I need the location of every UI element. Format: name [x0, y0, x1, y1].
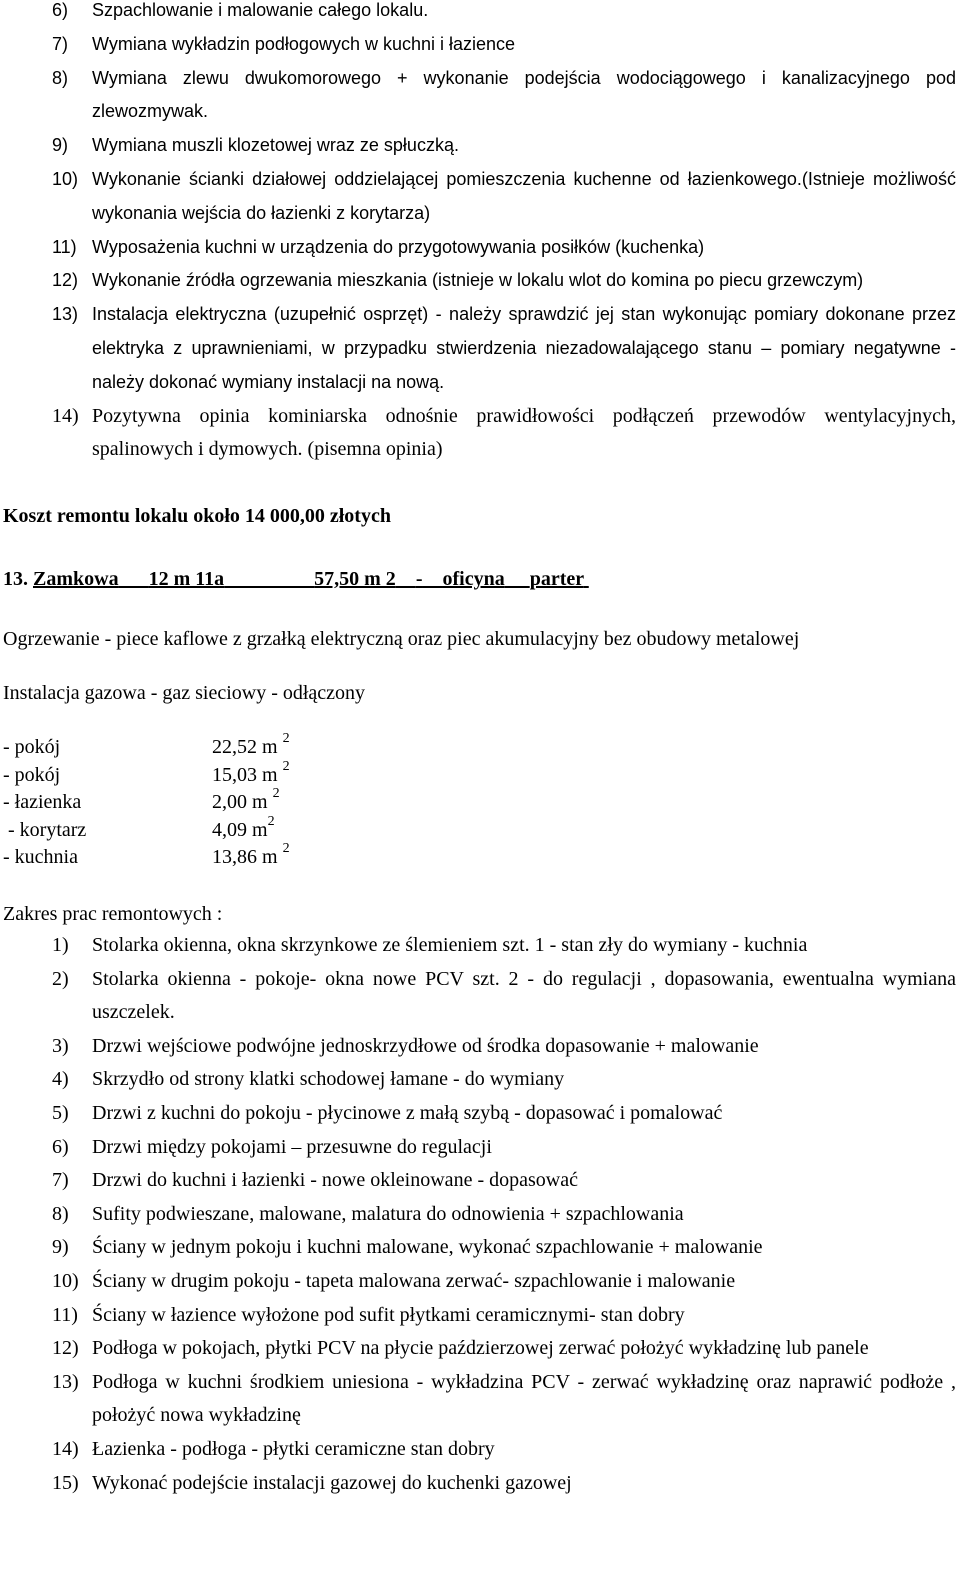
list-item: [0, 163, 960, 231]
item-text: [92, 163, 956, 231]
item-text: Podłoga w pokojach, płytki PCV na płycie paździerzowej zerwać położyć wykładzinę lub panele: [92, 1337, 869, 1360]
room-name: - kuchnia: [3, 846, 78, 868]
item-text-main: Wykonanie ścianki działowej oddzielającej pomieszczenia kuchenne od łazienkowego.: [92, 168, 802, 189]
list-item: [0, 231, 960, 265]
item-text: Stolarka okienna - pokoje- okna nowe PCV szt. 2 - do regulacji , dopasowania, ewentualna wymiana uszczelek.: [92, 967, 956, 1024]
item-number: 6): [52, 1135, 69, 1158]
item-number: 1): [52, 934, 69, 956]
heading-area: 57,50 m 2: [314, 568, 396, 590]
gas-line: Instalacja gazowa - gaz sieciowy - odłączony: [3, 682, 366, 704]
room-name: - pokój: [3, 736, 61, 758]
list-item: [0, 1164, 960, 1198]
list-item: [0, 1366, 960, 1433]
item-number: 9): [52, 1236, 69, 1259]
heading-floor: parter: [529, 568, 584, 590]
list-item: [0, 1332, 960, 1366]
item-text: Skrzydło od strony klatki schodowej łamane - do wymiany: [92, 1068, 565, 1091]
item-text: Wymiana zlewu dwukomorowego + wykonanie podejścia wodociągowego i kanalizacyjnego pod zlewozmywak.: [92, 67, 956, 122]
item-text: Wymiana wykładzin podłogowych w kuchni i łazience: [92, 33, 516, 54]
list-item: [0, 28, 960, 62]
item-number: 6): [52, 0, 69, 20]
heading-dash: -: [415, 568, 423, 590]
item-text: Drzwi z kuchni do pokoju - płycinowe z małą szybą - dopasować i pomalować: [92, 1101, 723, 1124]
list-item: [0, 1097, 960, 1131]
scope-title: Zakres prac remontowych :: [3, 903, 223, 925]
room-name: - pokój: [3, 763, 61, 786]
section-heading: [3, 568, 589, 598]
item-text: Wyposażenia kuchni w urządzenia do przygotowywania posiłków (kuchenka): [92, 236, 705, 257]
item-number: 8): [52, 1202, 69, 1225]
list-item: [0, 129, 960, 163]
item-number: 11): [52, 1303, 78, 1326]
item-number: 13): [52, 304, 79, 325]
heading-unit: 12 m 11a: [148, 568, 225, 590]
item-text: Stolarka okienna, okna skrzynkowe ze ślemieniem szt. 1 - stan zły do wymiany - kuchnia: [92, 934, 808, 956]
room-area: 15,03 m $^2$: [212, 758, 290, 786]
list-item: [0, 929, 960, 963]
scope-list: [0, 929, 960, 1500]
item-number: 9): [52, 135, 69, 156]
item-text: Ściany w łazience wyłożone pod sufit płytkami ceramicznymi- stan dobry: [92, 1303, 685, 1326]
item-text-tail: (Istnieje możliwość wykonania wejścia do łazienki z korytarza): [92, 168, 956, 223]
item-number: 12): [52, 1337, 79, 1360]
item-number: 4): [52, 1068, 69, 1091]
item-text: Ściany w drugim pokoju - tapeta malowana zerwać- szpachlowanie i malowanie: [92, 1269, 736, 1292]
list-item: [0, 1231, 960, 1265]
item-text: Sufity podwieszane, malowane, malatura do odnowienia + szpachlowania: [92, 1202, 684, 1225]
list-item: [0, 62, 960, 130]
item-number: 13): [52, 1370, 79, 1393]
list-item: [0, 1131, 960, 1165]
list-item: [0, 298, 960, 399]
item-number: 10): [52, 168, 79, 189]
item-number: 2): [52, 967, 69, 990]
item-number: 14): [52, 1437, 79, 1460]
list-item: [0, 963, 960, 1030]
item-text: Łazienka - podłoga - płytki ceramiczne stan dobry: [92, 1437, 495, 1460]
heading-street: Zamkowa: [33, 568, 119, 590]
item-number: 12): [52, 270, 79, 291]
heading-building: oficyna: [442, 568, 505, 590]
list-item: [0, 1198, 960, 1232]
room-area: 2,00 m $^2$: [212, 786, 280, 813]
item-text: Drzwi między pokojami – przesuwne do regulacji: [92, 1135, 492, 1158]
item-number: 8): [52, 67, 69, 88]
list-item: [0, 1265, 960, 1299]
item-number: 11): [52, 236, 77, 257]
heating-line: Ogrzewanie - piece kaflowe z grzałką elektryczną oraz piec akumulacyjny bez obudowy metalowej: [3, 628, 800, 650]
item-number: 10): [52, 1269, 79, 1292]
item-number: 14): [52, 404, 79, 427]
heading-number: 13.: [3, 568, 28, 590]
heading-address: [33, 568, 589, 590]
item-number: 3): [52, 1034, 69, 1057]
room-area: 13,86 m $^2$: [212, 841, 290, 868]
list-item: [0, 1063, 960, 1097]
item-text: Drzwi wejściowe podwójne jednoskrzydłowe od środka dopasowanie + malowanie: [92, 1034, 759, 1057]
room-area: 22,52 m $^2$: [212, 731, 290, 758]
list-item: [0, 1433, 960, 1467]
list-item: [0, 1030, 960, 1064]
room-name: - łazienka: [3, 791, 82, 813]
item-text: Podłoga w kuchni środkiem uniesiona - wykładzina PCV - zerwać wykładzinę oraz naprawić podłoże , położyć nowa wykładzinę: [92, 1370, 956, 1427]
cost-line: Koszt remontu lokalu około 14 000,00 złotych: [3, 505, 391, 527]
item-number: 15): [52, 1471, 79, 1494]
item-text: Wykonać podejście instalacji gazowej do kuchenki gazowej: [92, 1471, 572, 1494]
item-text: Wymiana muszli klozetowej wraz ze spłuczką.: [92, 135, 459, 156]
list-item: [0, 1299, 960, 1333]
item-text: Drzwi do kuchni i łazienki - nowe okleinowane - dopasować: [92, 1169, 578, 1192]
top-list: [0, 0, 960, 467]
item-text: Szpachlowanie i malowanie całego lokalu.: [92, 0, 429, 20]
item-text: Ściany w jednym pokoju i kuchni malowane, wykonać szpachlowanie + malowanie: [92, 1236, 763, 1259]
list-item: [0, 400, 960, 468]
list-item: [0, 1467, 960, 1501]
list-item: [0, 264, 960, 298]
room-area: 4,09 $m^2$: [212, 813, 275, 841]
item-text: Wykonanie źródła ogrzewania mieszkania (istnieje w lokalu wlot do komina po piecu grzewczym): [92, 270, 864, 291]
room-name: - korytarz: [3, 818, 87, 841]
item-text: Instalacja elektryczna (uzupełnić osprzęt) - należy sprawdzić jej stan wykonując pomiary dokonane przez elektryka z uprawnieniami, w przypadku stwierdzenia niezadowalającego stanu – pomiary negatywne - należy dokonać wymiany instalacji na nową.: [92, 304, 956, 392]
list-item: [0, 0, 960, 28]
item-text: Pozytywna opinia kominiarska odnośnie prawidłowości podłączeń przewodów wentylacyjnych, spalinowych i dymowych. (pisemna opinia): [92, 404, 956, 461]
item-number: 7): [52, 33, 69, 54]
item-number: 7): [52, 1169, 69, 1192]
item-number: 5): [52, 1101, 69, 1124]
